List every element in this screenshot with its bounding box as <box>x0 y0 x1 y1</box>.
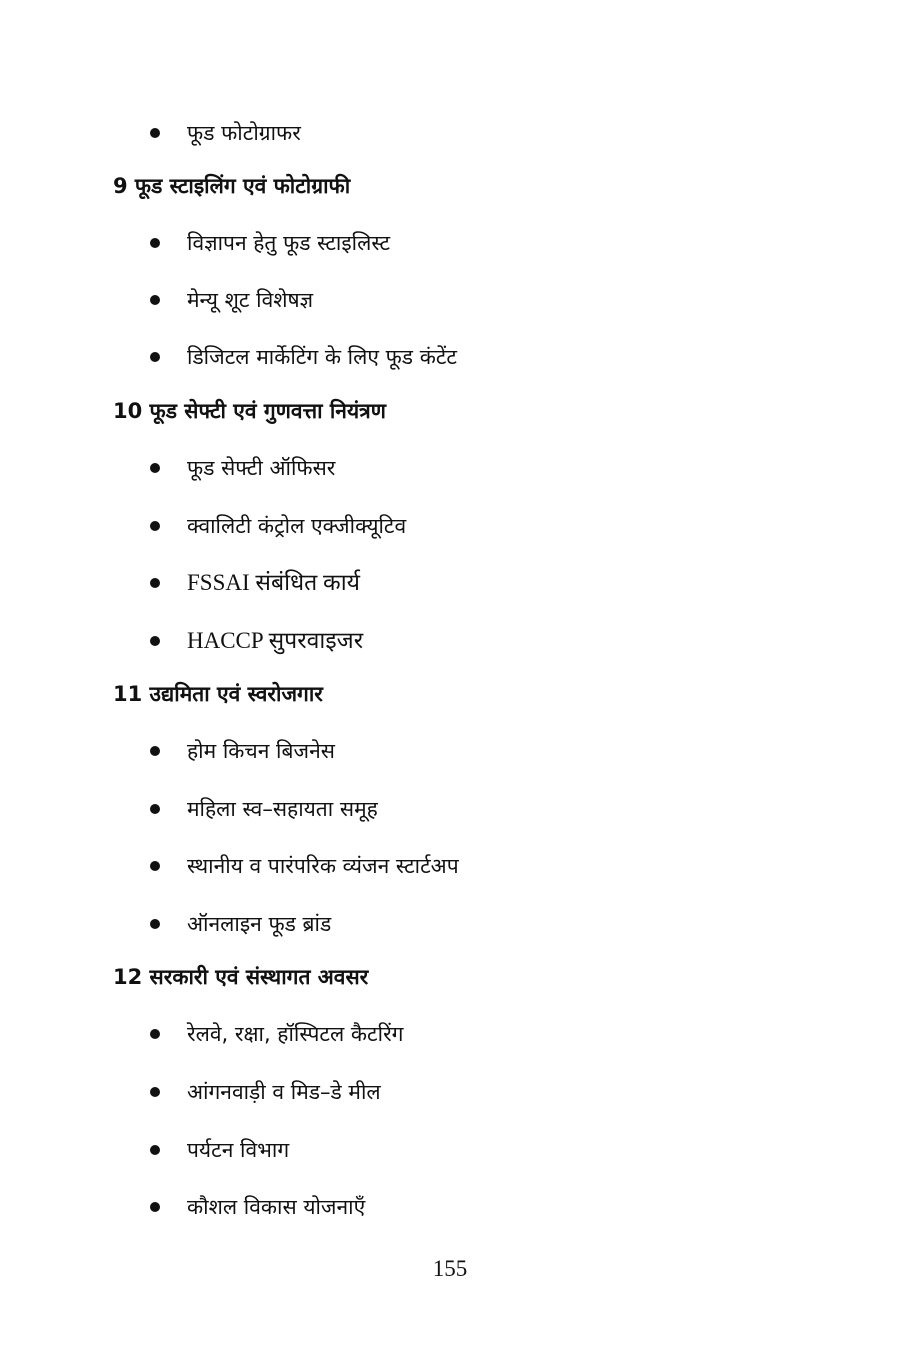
list-item <box>150 1017 403 1051</box>
list-item-text: ऑनलाइन फूड ब्रांड <box>187 912 332 936</box>
bullet-icon <box>150 295 160 305</box>
list-item <box>150 849 459 883</box>
page-number: 155 <box>432 1256 468 1281</box>
bullet-icon <box>150 238 160 248</box>
list-item <box>150 340 457 374</box>
list-item-text: डिजिटल मार्केटिंग के लिए फूड कंटेंट <box>187 345 458 369</box>
list-item-text: कौशल विकास योजनाएँ <box>187 1195 366 1219</box>
list-item <box>150 907 331 941</box>
bullet-icon <box>150 636 160 646</box>
list-item <box>150 1133 289 1167</box>
list-item <box>150 792 378 826</box>
section-heading: 9 फूड स्टाइलिंग एवं फोटोग्राफी <box>113 174 351 198</box>
list-item-text: रेलवे, रक्षा, हॉस्पिटल कैटरिंग <box>187 1022 404 1046</box>
bullet-icon <box>150 1087 160 1097</box>
bullet-icon <box>150 919 160 929</box>
list-item-text: FSSAI संबंधित कार्य <box>187 570 360 595</box>
list-item-text: होम किचन बिजनेस <box>187 739 335 763</box>
section-heading: 10 फूड सेफ्टी एवं गुणवत्ता नियंत्रण <box>113 399 386 423</box>
list-item <box>150 451 335 485</box>
bullet-icon <box>150 578 160 588</box>
bullet-icon <box>150 1145 160 1155</box>
list-item <box>150 624 363 658</box>
list-item-text: HACCP सुपरवाइजर <box>187 628 364 653</box>
section-heading: 12 सरकारी एवं संस्थागत अवसर <box>113 965 369 989</box>
bullet-icon <box>150 1202 160 1212</box>
bullet-icon <box>150 463 160 473</box>
section-heading: 11 उद्यमिता एवं स्वरोजगार <box>113 682 323 706</box>
list-item-text: फूड फोटोग्राफर <box>187 121 301 145</box>
list-item <box>150 1190 365 1224</box>
list-item-text: क्वालिटी कंट्रोल एक्जीक्यूटिव <box>187 514 407 538</box>
list-item <box>150 734 335 768</box>
bullet-icon <box>150 352 160 362</box>
list-item <box>150 566 360 600</box>
bullet-icon <box>150 1029 160 1039</box>
list-item-text: फूड सेफ्टी ऑफिसर <box>187 456 336 480</box>
list-item <box>150 116 301 150</box>
bullet-icon <box>150 861 160 871</box>
bullet-icon <box>150 746 160 756</box>
bullet-icon <box>150 804 160 814</box>
list-item-text: मेन्यू शूट विशेषज्ञ <box>187 288 314 312</box>
list-item <box>150 509 406 543</box>
list-item-text: आंगनवाड़ी व मिड–डे मील <box>187 1080 381 1104</box>
list-item-text: पर्यटन विभाग <box>187 1138 290 1162</box>
list-item-text: स्थानीय व पारंपरिक व्यंजन स्टार्टअप <box>187 854 459 878</box>
bullet-icon <box>150 128 160 138</box>
bullet-icon <box>150 521 160 531</box>
list-item <box>150 283 313 317</box>
list-item-text: विज्ञापन हेतु फूड स्टाइलिस्ट <box>187 231 391 255</box>
list-item <box>150 1075 381 1109</box>
list-item <box>150 226 390 260</box>
list-item-text: महिला स्व–सहायता समूह <box>187 797 378 821</box>
